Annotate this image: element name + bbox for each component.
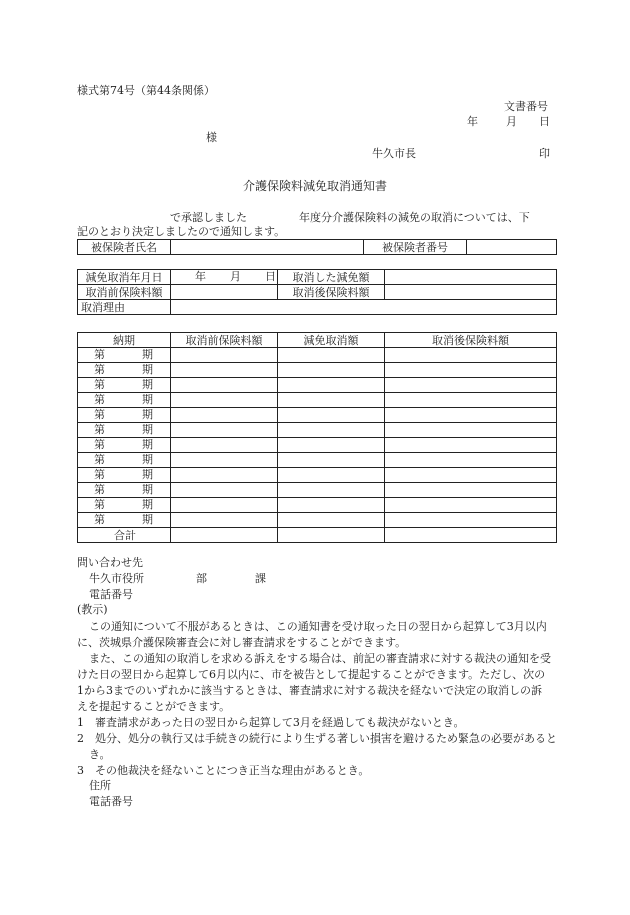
installment-amount-cell <box>278 408 385 423</box>
period-prefix: 第 <box>94 363 105 376</box>
period-suffix: 期 <box>142 408 153 421</box>
insured-name-value <box>171 240 364 255</box>
installment-amount-cell <box>278 483 385 498</box>
period-suffix: 期 <box>142 378 153 391</box>
installment-period <box>78 423 171 438</box>
inquiry-section: 課 <box>255 572 266 585</box>
inquiry-label: 問い合わせ先 <box>77 556 143 569</box>
period-suffix: 期 <box>142 348 153 361</box>
installment-amount-cell <box>278 363 385 378</box>
installment-amount-cell <box>278 423 385 438</box>
before-premium-value <box>171 285 278 300</box>
installment-row <box>78 408 557 423</box>
installment-amount-cell <box>278 378 385 393</box>
installment-amount-cell <box>171 363 278 378</box>
insured-number-label: 被保険者番号 <box>364 240 467 255</box>
cancelled-amount-value <box>385 270 557 285</box>
cancellation-table <box>77 269 557 315</box>
installment-period <box>78 513 171 528</box>
total-amount-cell <box>385 528 557 543</box>
installment-amount-cell <box>171 423 278 438</box>
insured-name-label: 被保険者氏名 <box>78 240 171 255</box>
seal-mark: 印 <box>539 147 550 160</box>
installment-amount-cell <box>278 513 385 528</box>
form-number: 様式第74号（第44条関係） <box>77 84 215 97</box>
installment-amount-cell <box>278 468 385 483</box>
total-label: 合計 <box>78 528 171 543</box>
installment-row <box>78 363 557 378</box>
installment-amount-cell <box>385 378 557 393</box>
inquiry-phone: 電話番号 <box>89 588 133 601</box>
installment-amount-cell <box>385 513 557 528</box>
period-suffix: 期 <box>142 468 153 481</box>
installment-amount-cell <box>171 378 278 393</box>
period-suffix: 期 <box>142 453 153 466</box>
installment-amount-cell <box>385 408 557 423</box>
insured-number-value <box>467 240 557 255</box>
installment-header-row <box>78 333 557 348</box>
installment-period <box>78 378 171 393</box>
cancelled-amount-label: 取消した減免額 <box>278 270 385 285</box>
notice-phone: 電話番号 <box>89 795 133 808</box>
insured-info-table <box>77 239 557 255</box>
period-prefix: 第 <box>94 393 105 406</box>
installment-row <box>78 483 557 498</box>
installment-amount-cell <box>385 393 557 408</box>
period-prefix: 第 <box>94 468 105 481</box>
installment-row <box>78 348 557 363</box>
notice-item-1: 1 審査請求があった日の翌日から起算して3月を経過しても裁決がないとき。 <box>77 716 465 729</box>
notice-item-2: 2 処分、処分の執行又は手続きの続行により生ずる著しい損害を避けるため緊急の必要があるとき。 <box>77 732 557 761</box>
period-suffix: 期 <box>142 498 153 511</box>
installment-amount-cell <box>171 408 278 423</box>
installment-amount-cell <box>278 453 385 468</box>
period-suffix: 期 <box>142 483 153 496</box>
addressee-suffix: 様 <box>206 131 217 144</box>
installment-amount-cell <box>385 438 557 453</box>
installment-row <box>78 393 557 408</box>
inquiry-office: 牛久市役所 <box>89 572 144 585</box>
before-premium-label: 取消前保険料額 <box>78 285 171 300</box>
cancel-month-unit: 月 <box>230 270 241 283</box>
reason-value <box>171 300 557 315</box>
period-prefix: 第 <box>94 498 105 511</box>
installment-amount-cell <box>171 393 278 408</box>
intro-approved: で承認しました <box>170 211 247 224</box>
installment-amount-cell <box>278 348 385 363</box>
period-prefix: 第 <box>94 423 105 436</box>
period-suffix: 期 <box>142 513 153 526</box>
installment-period <box>78 348 171 363</box>
installment-amount-cell <box>385 363 557 378</box>
installment-amount-cell <box>171 468 278 483</box>
notice-address: 住所 <box>89 779 111 792</box>
col-header: 減免取消額 <box>278 333 385 348</box>
installment-total-row <box>78 528 557 543</box>
date-year: 年 <box>467 115 478 128</box>
intro-decision: 記のとおり決定しましたので通知します。 <box>77 225 286 238</box>
cancel-day-unit: 日 <box>265 270 276 283</box>
period-prefix: 第 <box>94 483 105 496</box>
installment-table <box>77 332 557 543</box>
col-header: 取消後保険料額 <box>385 333 557 348</box>
notice-item-3: 3 その他裁決を経ないことにつき正当な理由があるとき。 <box>77 764 370 777</box>
installment-row <box>78 468 557 483</box>
period-suffix: 期 <box>142 363 153 376</box>
notice-label: (教示) <box>77 603 108 616</box>
installment-amount-cell <box>385 423 557 438</box>
inquiry-dept: 部 <box>196 572 207 585</box>
period-prefix: 第 <box>94 453 105 466</box>
period-prefix: 第 <box>94 408 105 421</box>
period-suffix: 期 <box>142 423 153 436</box>
col-header: 納期 <box>78 333 171 348</box>
installment-amount-cell <box>171 498 278 513</box>
installment-period <box>78 453 171 468</box>
installment-amount-cell <box>171 348 278 363</box>
installment-amount-cell <box>278 498 385 513</box>
notice-paragraph-2: また、この通知の取消しを求める訴えをする場合は、前記の審査請求に対する裁決の通知を受けた日の翌日から起算して6月以内に、市を被告として提起することができます。ただし、次の1から3までのいずれかに該当するときは、審査請求に対する裁決を経ないで決定の取消しの訴えを提起することができます。 <box>77 652 551 713</box>
cancel-year-unit: 年 <box>195 270 206 283</box>
cancel-date-value <box>171 270 278 285</box>
installment-row <box>78 423 557 438</box>
installment-amount-cell <box>171 483 278 498</box>
installment-row <box>78 498 557 513</box>
installment-amount-cell <box>171 513 278 528</box>
total-amount-cell <box>171 528 278 543</box>
document-number-label: 文書番号 <box>504 100 548 113</box>
installment-period <box>78 393 171 408</box>
cancel-date-label: 減免取消年月日 <box>78 270 171 285</box>
reason-label: 取消理由 <box>78 300 171 315</box>
period-prefix: 第 <box>94 348 105 361</box>
issuer-name: 牛久市長 <box>372 147 416 160</box>
installment-period <box>78 408 171 423</box>
installment-amount-cell <box>385 453 557 468</box>
total-amount-cell <box>278 528 385 543</box>
col-header: 取消前保険料額 <box>171 333 278 348</box>
period-prefix: 第 <box>94 378 105 391</box>
installment-amount-cell <box>385 498 557 513</box>
intro-fiscal-year: 年度分介護保険料の減免の取消については、下 <box>299 211 530 224</box>
installment-row <box>78 438 557 453</box>
installment-period <box>78 468 171 483</box>
installment-period <box>78 483 171 498</box>
period-prefix: 第 <box>94 513 105 526</box>
after-premium-value <box>385 285 557 300</box>
installment-amount-cell <box>278 393 385 408</box>
installment-amount-cell <box>385 348 557 363</box>
installment-period <box>78 438 171 453</box>
installment-amount-cell <box>278 438 385 453</box>
date-month: 月 <box>506 115 517 128</box>
document-title: 介護保険料減免取消通知書 <box>243 179 388 193</box>
installment-amount-cell <box>171 453 278 468</box>
installment-row <box>78 513 557 528</box>
installment-row <box>78 378 557 393</box>
installment-amount-cell <box>171 438 278 453</box>
installment-row <box>78 453 557 468</box>
installment-amount-cell <box>385 468 557 483</box>
date-day: 日 <box>539 115 550 128</box>
notice-paragraph-1: この通知について不服があるときは、この通知書を受け取った日の翌日から起算して3月以内に、茨城県介護保険審査会に対し審査請求をすることができます。 <box>77 620 547 649</box>
installment-period <box>78 498 171 513</box>
after-premium-label: 取消後保険料額 <box>278 285 385 300</box>
installment-amount-cell <box>385 483 557 498</box>
period-prefix: 第 <box>94 438 105 451</box>
period-suffix: 期 <box>142 438 153 451</box>
period-suffix: 期 <box>142 393 153 406</box>
installment-period <box>78 363 171 378</box>
